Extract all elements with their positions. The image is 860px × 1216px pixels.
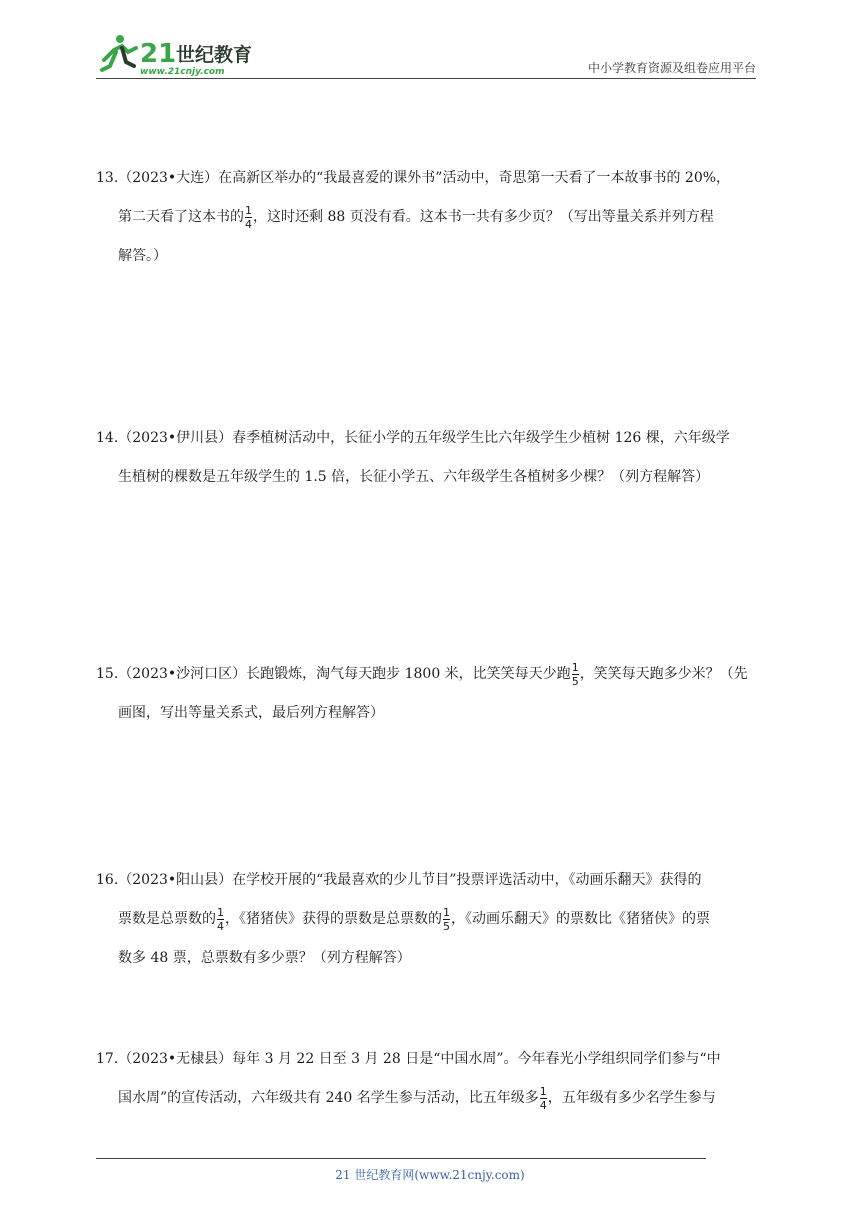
fraction: $\frac{1}{4}$ [245,203,252,231]
q14-line-1: 14.（2023•伊川县）春季植树活动中，长征小学的五年级学生比六年级学生少植树 126 棵，六年级学 [96,430,730,446]
q17-line-1: 17.（2023•无棣县）每年 3 月 22 日至 3 月 28 日是“中国水周”。今年春光小学组织同学们参与“中 [96,1051,721,1067]
q16-line-3: 数多 48 票，总票数有多少票？（列方程解答） [118,950,411,966]
fraction: $\frac{1}{4}$ [217,905,224,933]
site-logo[interactable] [96,30,266,78]
q17-line-2: 国水周”的宣传活动，六年级共有 240 名学生参与活动，比五年级多 $\frac{1}{4}$ ，五年级有多少名学生参与 [118,1084,716,1112]
footer-divider [96,1158,706,1159]
svg-text:www.21cnjy.com: www.21cnjy.com [140,67,225,77]
q15-line-2: 画图，写出等量关系式，最后列方程解答） [118,705,384,721]
page-header [96,30,756,80]
question-13 [96,159,766,276]
header-divider [96,78,756,79]
question-16 [96,861,766,978]
q13-line-1: 13.（2023•大连）在高新区举办的“我最喜爱的课外书”活动中，奇思第一天看了一本故事书的 20%， [96,170,731,186]
fraction: $\frac{1}{5}$ [443,905,450,933]
q16-line-1: 16.（2023•阳山县）在学校开展的“我最喜欢的少儿节目”投票评选活动中，《动画乐翻天》获得的 [96,872,702,888]
fraction: $\frac{1}{5}$ [571,660,579,688]
question-15 [96,655,766,733]
svg-text:21: 21 [140,39,177,69]
q13-line-3: 解答。） [118,248,167,264]
footer-link[interactable]: 21 世纪教育网(www.21cnjy.com) [335,1168,525,1182]
q14-line-2: 生植树的棵数是五年级学生的 1.5 倍，长征小学五、六年级学生各植树多少棵？（列方程解答） [118,469,710,485]
q16-line-2: 票数是总票数的 $\frac{1}{4}$ ，《猪猪侠》获得的票数是总票数的 $\frac{1}{5}$ ，《动画乐翻天》的票数比《猪猪侠》的票 [118,905,710,933]
q13-line-2: 第二天看了这本书的 $\frac{1}{4}$ ，这时还剩 88 页没有看。这本书一共有多少页？（写出等量关系并列方程 [118,203,714,231]
svg-text:世纪教育: 世纪教育 [176,44,253,66]
q15-line-1: 15.（2023•沙河口区）长跑锻炼，淘气每天跑步 1800 米，比笑笑每天少跑 $\frac{1}{5}$ ，笑笑每天跑多少米？（先 [96,660,748,688]
question-14 [96,419,766,497]
platform-name: 中小学教育资源及组卷应用平台 [587,61,756,75]
fraction: $\frac{1}{4}$ [539,1084,547,1112]
question-17 [96,1040,766,1118]
